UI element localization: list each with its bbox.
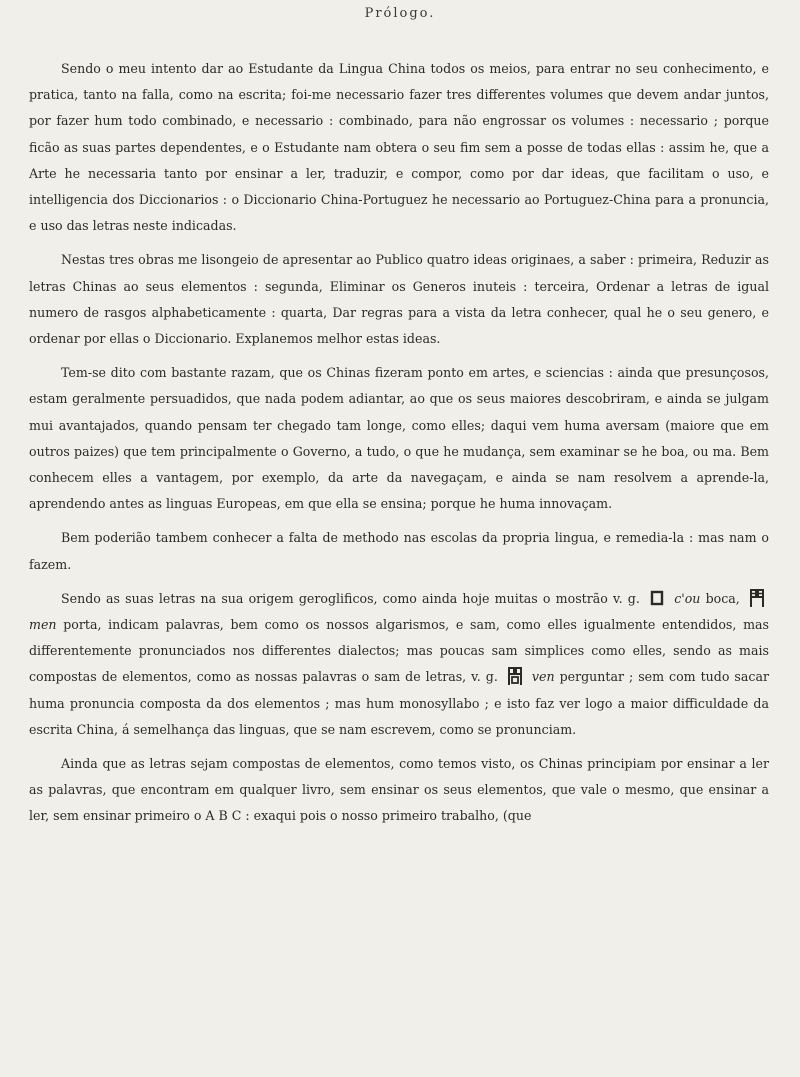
wen-ask-glyph-icon (507, 666, 523, 686)
term-cou: c'ou (674, 590, 701, 606)
paragraph-5-part3: perguntar ; sem com tudo sacar huma pronuncia composta da dos elementos ; mas hum monosyllabo ; e isto faz ver logo a maior difficuldade da escrita China, á semelhança das linguas, que se nam escrevem, como se pronunciam. (29, 669, 769, 737)
paragraph-4: Bem poderião tambem conhecer a falta de methodo nas escolas da propria lingua, e remedia-la : mas nam o fazem. (29, 530, 769, 572)
page-header: Prólogo. (364, 6, 436, 21)
term-ven: ven (531, 669, 555, 685)
paragraph-2: Nestas tres obras me lisongeio de apresentar ao Publico quatro ideas originaes, a saber : primeira, Reduzir as letras Chinas ao seus elementos : segunda, Eliminar os Generos inuteis : terceira, Ordenar a letras de igual numero de rasgos alphabeticamente : quarta, Dar regras para a vista da letra conhecer, qual he o seu genero, e ordenar por ellas o Diccionario. Explanemos melhor estas ideas. (29, 252, 769, 347)
kou-mouth-glyph-icon (649, 588, 665, 608)
paragraph-3: Tem-se dito com bastante razam, que os Chinas fizeram ponto em artes, e sciencias : ainda que presunçosos, estam geralmente persuadidos, que nada podem adiantar, ao que os seus maiores descobriram, e ainda se julgam mui avantajados, quando pensam ter chegado tam longe, como elles; daqui vem huma aversam (maiore que em outros paizes) que tem principalmente o Governo, a tudo, o que he mudança, sem examinar se he boa, ou ma. Bem conhecem elles a vantagem, por exemplo, da arte da navegaçam, e ainda se nam resolvem a aprende-la, aprendendo antes as linguas Europeas, em que ella se ensina; porque he huma innovaçam. (29, 365, 769, 512)
paragraph-5-part2: porta, indicam palavras, bem como os nossos algarismos, e sam, como elles igualmente entendidos, mas differentemente pronunciados nos differentes dialectos; mas poucas sam simplices como elles, sendo as mais compostas de elementos, como as nossas palavras o sam de letras, v. g. (29, 617, 769, 685)
paragraph-6: Ainda que as letras sejam compostas de elementos, como temos visto, os Chinas principiam por ensinar a ler as palavras, que encontram em qualquer livro, sem ensinar os seus elementos, que vale o mesmo, que ensinar a ler, sem ensinar primeiro o A B C : exaqui pois o nosso primeiro trabalho, (que (29, 756, 769, 824)
paragraph-1: Sendo o meu intento dar ao Estudante da Lingua China todos os meios, para entrar no seu conhecimento, e pratica, tanto na falla, como na escrita; foi-me necessario fazer tres differentes volumes que devem andar juntos, por fazer hum todo combinado, e necessario : combinado, para não engrossar os volumes : necessario ; porque ficão as suas partes dependentes, e o Estudante nam obtera o seu fim sem a posse de todas ellas : assim he, que a Arte he necessaria tanto por ensinar a ler, traduzir, e compor, como por dar ideas, que facilitam o uso, e intelligencia dos Diccionarios : o Diccionario China-Portuguez he necessario ao Portuguez-China para a pronuncia, e uso das letras neste indicadas. (29, 61, 769, 234)
term-men: men (29, 617, 57, 633)
paragraph-5-part1: Sendo as suas letras na sua origem geroglificos, como ainda hoje muitas o mostrão v. g. (61, 590, 640, 606)
men-door-glyph-icon (749, 588, 765, 608)
gloss-boca: boca, (705, 590, 740, 606)
paragraph-5 (29, 586, 769, 743)
body-text (29, 56, 769, 838)
